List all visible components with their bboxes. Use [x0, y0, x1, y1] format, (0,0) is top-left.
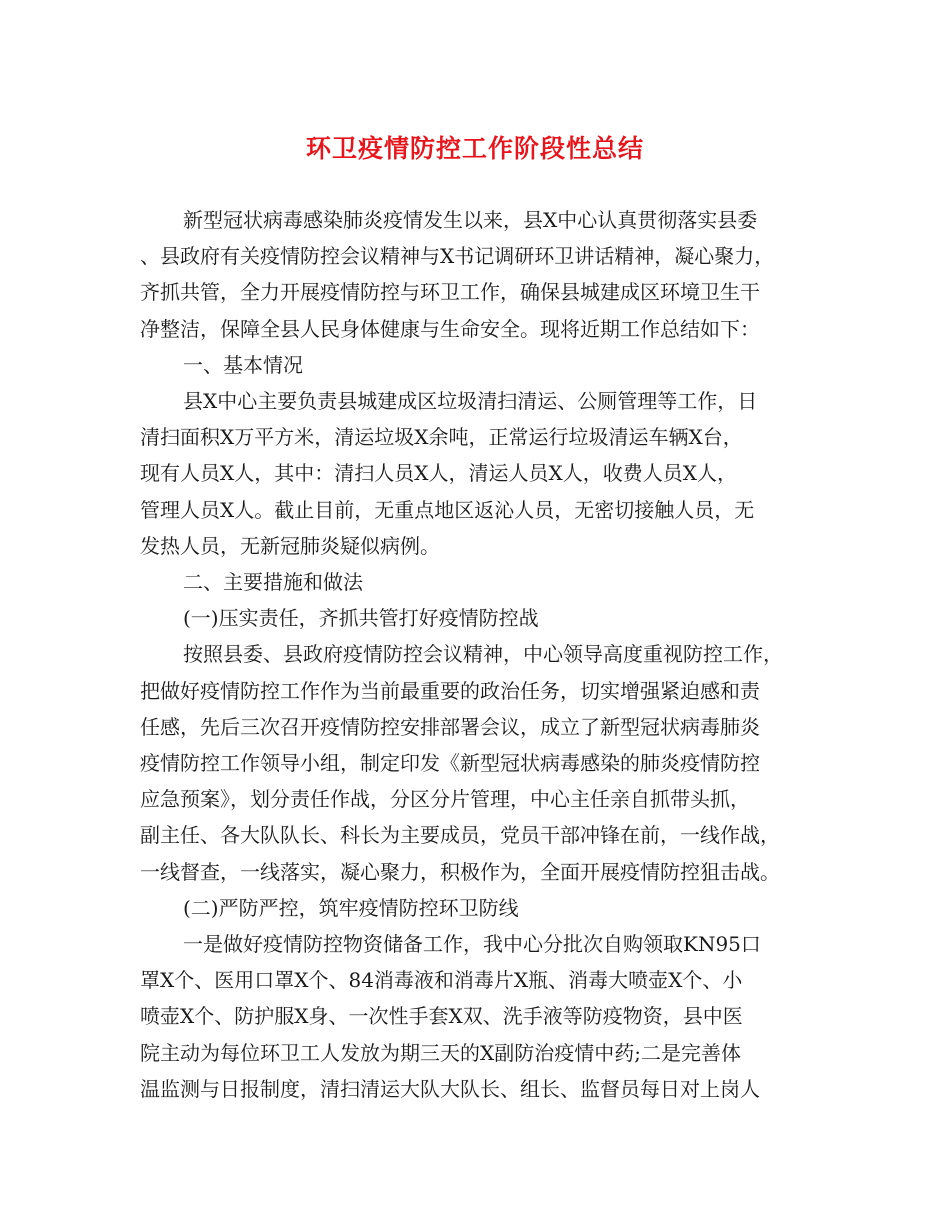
text-line: 副主任、各大队队长、科长为主要成员，党员干部冲锋在前，一线作战，: [140, 823, 780, 848]
document-title: 环卫疫情防控工作阶段性总结: [305, 134, 644, 163]
text-line: 疫情防控工作领导小组，制定印发《新型冠状病毒感染的肺炎疫情防控: [140, 751, 760, 776]
text-line: 喷壶X个、防护服X身、一次性手套X双、洗手液等防疫物资，县中医: [140, 1004, 743, 1029]
text-line: 发热人员，无新冠肺炎疑似病例。: [140, 533, 440, 558]
text-line: 净整洁，保障全县人民身体健康与生命安全。现将近期工作总结如下：: [140, 316, 760, 341]
text-line: 按照县委、县政府疫情防控会议精神，中心领导高度重视防控工作，: [183, 642, 783, 667]
text-line: 、县政府有关疫情防控会议精神与X书记调研环卫讲话精神，凝心聚力，: [140, 244, 775, 269]
text-line: 新型冠状病毒感染肺炎疫情发生以来，县X中心认真贯彻落实县委: [183, 208, 758, 232]
text-line: 院主动为每位环卫工人发放为期三天的X副防治疫情中药;二是完善体: [140, 1040, 741, 1065]
text-line: (二)严防严控，筑牢疫情防控环卫防线: [183, 895, 519, 920]
text-line: 管理人员X人。截止目前，无重点地区返沁人员，无密切接触人员，无: [140, 497, 755, 522]
text-line: 齐抓共管，全力开展疫情防控与环卫工作，确保县城建成区环境卫生干: [140, 280, 760, 305]
text-line: 一是做好疫情防控物资储备工作，我中心分批次自购领取KN95口: [183, 932, 761, 957]
text-line: 把做好疫情防控工作作为当前最重要的政治任务，切实增强紧迫感和责: [140, 678, 760, 703]
text-line: 一、基本情况: [183, 352, 303, 377]
document-body: [140, 202, 830, 1107]
text-line: 一线督查，一线落实，凝心聚力，积极作为，全面开展疫情防控狙击战。: [140, 859, 780, 884]
text-line: 现有人员X人，其中：清扫人员X人，清运人员X人，收费人员X人，: [140, 461, 737, 486]
text-line: 罩X个、医用口罩X个、84消毒液和消毒片X瓶、消毒大喷壶X个、小: [140, 968, 743, 993]
text-line: 应急预案》，划分责任作战，分区分片管理，中心主任亲自抓带头抓，: [140, 787, 750, 812]
text-line: 县X中心主要负责县城建成区垃圾清扫清运、公厕管理等工作，日: [183, 389, 758, 414]
text-line: 清扫面积X万平方米，清运垃圾X余吨，正常运行垃圾清运车辆X台，: [140, 425, 743, 450]
text-line: (一)压实责任，齐抓共管打好疫情防控战: [183, 606, 539, 631]
text-line: 二、主要措施和做法: [183, 570, 363, 595]
text-line: 任感，先后三次召开疫情防控安排部署会议，成立了新型冠状病毒肺炎: [140, 714, 760, 739]
text-line: 温监测与日报制度，清扫清运大队大队长、组长、监督员每日对上岗人: [140, 1076, 760, 1101]
